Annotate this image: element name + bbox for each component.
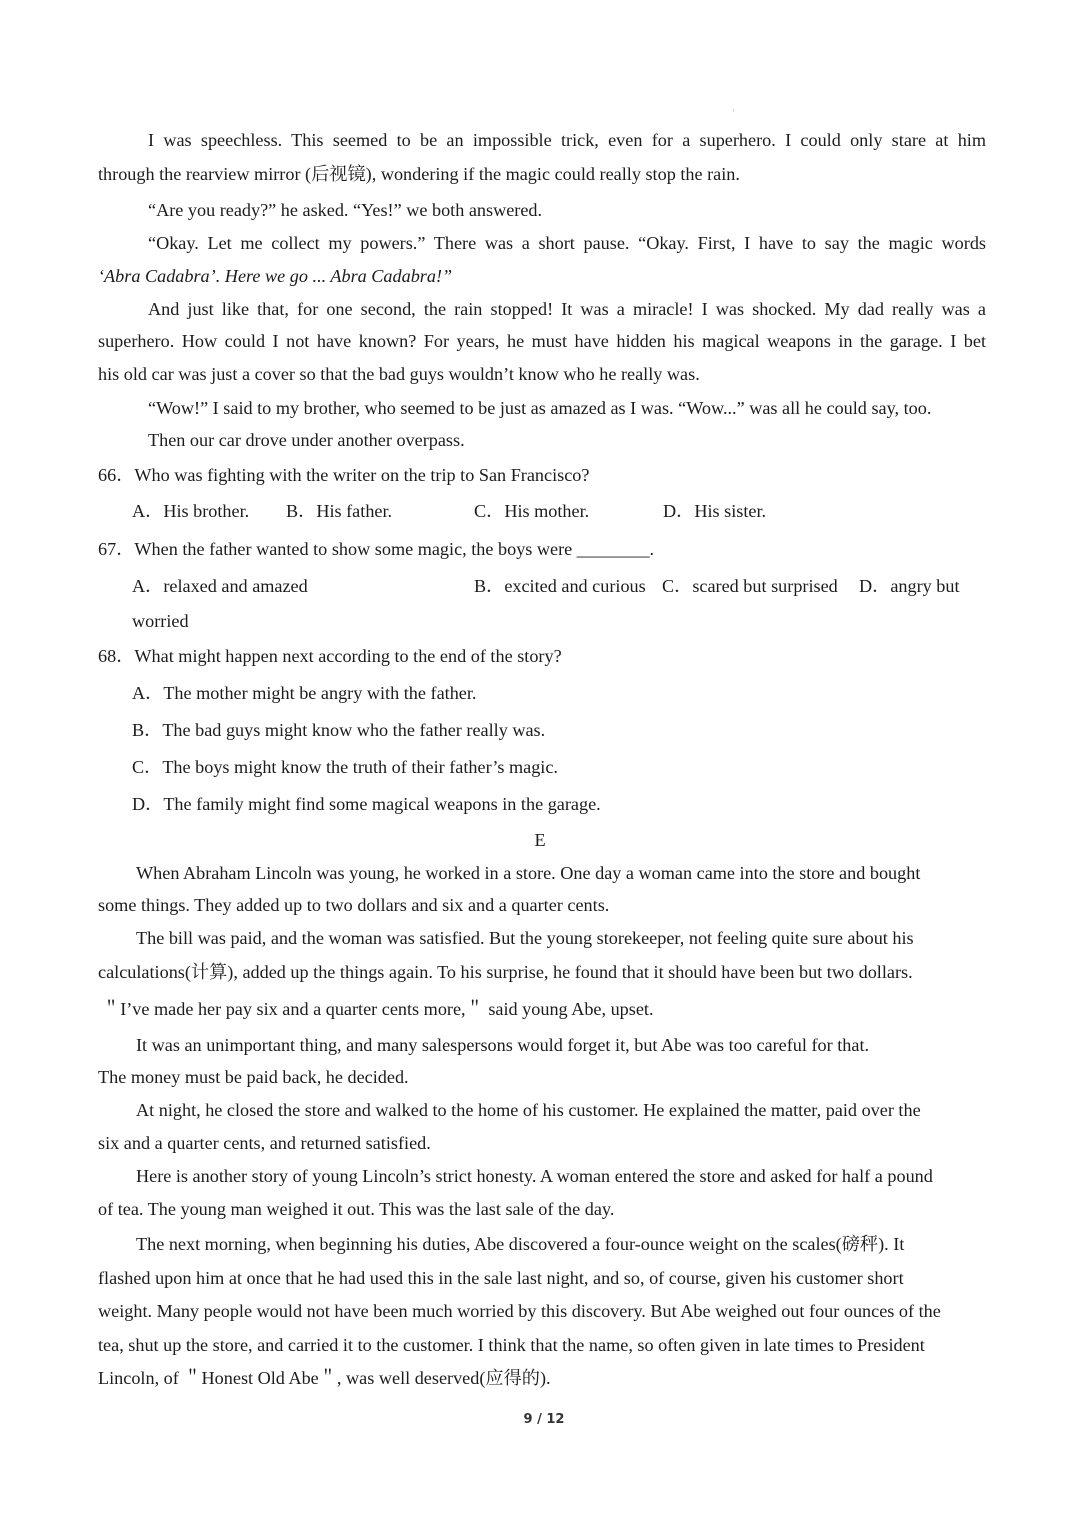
question-66-option-a: A．His brother. [132, 501, 250, 521]
passage-e-line: Here is another story of young Lincoln’s strict honesty. A woman entered the store and asked for half a pound [136, 1166, 933, 1186]
passage-e-line: The money must be paid back, he decided. [98, 1067, 409, 1087]
story-paragraph-line: I was speechless. This seemed to be an impossible trick, even for a superhero. I could only stare at him [148, 130, 986, 150]
question-67-option-d-continued: worried [132, 611, 189, 631]
question-67-stem: 67．When the father wanted to show some magic, the boys were ________. [98, 539, 655, 559]
question-67-option-c: C．scared but surprised [662, 576, 838, 596]
page-number: 9 / 12 [523, 1412, 565, 1427]
story-paragraph-line: “Okay. Let me collect my powers.” There was a short pause. “Okay. First, I have to say the magic words [148, 233, 986, 253]
stray-mark: ' [733, 108, 735, 117]
passage-e-line: When Abraham Lincoln was young, he worked in a store. One day a woman came into the store and bought [136, 863, 921, 883]
story-paragraph-line: ‘Abra Cadabra’. Here we go ... Abra Cadabra!” [98, 266, 453, 286]
story-paragraph-line: his old car was just a cover so that the bad guys wouldn’t know who he really was. [98, 364, 700, 384]
section-e-title: E [534, 830, 546, 850]
passage-e-line: The next morning, when beginning his duties, Abe discovered a four-ounce weight on the scales(磅秤). It [136, 1234, 905, 1254]
question-66-option-b: B．His father. [286, 501, 393, 521]
story-paragraph-line: “Wow!” I said to my brother, who seemed to be just as amazed as I was. “Wow...” was all he could say, too. [148, 398, 932, 418]
story-paragraph-line: Then our car drove under another overpass. [148, 430, 465, 450]
question-67-option-d: D．angry but [859, 576, 960, 596]
passage-e-line: ＂I’ve made her pay six and a quarter cents more,＂ said young Abe, upset. [102, 999, 654, 1019]
question-68-option-b: B．The bad guys might know who the father really was. [132, 720, 546, 740]
question-67-option-b: B．excited and curious [474, 576, 646, 596]
question-68-stem: 68．What might happen next according to the end of the story? [98, 646, 562, 666]
question-67-option-a: A．relaxed and amazed [132, 576, 308, 596]
passage-e-line: flashed upon him at once that he had used this in the sale last night, and so, of course, given his customer short [98, 1268, 904, 1288]
question-68-option-d: D．The family might find some magical weapons in the garage. [132, 794, 601, 814]
passage-e-line: It was an unimportant thing, and many salespersons would forget it, but Abe was too careful for that. [136, 1035, 870, 1055]
question-66-option-c: C．His mother. [474, 501, 590, 521]
passage-e-line: weight. Many people would not have been much worried by this discovery. But Abe weighed out four ounces of the [98, 1301, 941, 1321]
passage-e-line: some things. They added up to two dollars and six and a quarter cents. [98, 895, 610, 915]
story-paragraph-line: superhero. How could I not have known? For years, he must have hidden his magical weapons in the garage. I bet [98, 331, 986, 351]
passage-e-line: tea, shut up the store, and carried it to the customer. I think that the name, so often given in late times to President [98, 1335, 925, 1355]
passage-e-line: Lincoln, of ＂Honest Old Abe＂, was well deserved(应得的). [98, 1368, 551, 1388]
question-68-option-c: C．The boys might know the truth of their father’s magic. [132, 757, 558, 777]
passage-e-line: of tea. The young man weighed it out. This was the last sale of the day. [98, 1199, 615, 1219]
question-66-stem: 66．Who was fighting with the writer on the trip to San Francisco? [98, 465, 590, 485]
question-66-option-d: D．His sister. [663, 501, 767, 521]
passage-e-line: At night, he closed the store and walked to the home of his customer. He explained the matter, paid over the [136, 1100, 921, 1120]
passage-e-line: The bill was paid, and the woman was satisfied. But the young storekeeper, not feeling quite sure about his [136, 928, 914, 948]
question-68-option-a: A．The mother might be angry with the father. [132, 683, 477, 703]
story-paragraph-line: And just like that, for one second, the rain stopped! It was a miracle! I was shocked. My dad really was a [148, 299, 986, 319]
passage-e-line: six and a quarter cents, and returned satisfied. [98, 1133, 431, 1153]
passage-e-line: calculations(计算), added up the things again. To his surprise, he found that it should have been but two dollars. [98, 962, 913, 982]
story-paragraph-line: “Are you ready?” he asked. “Yes!” we both answered. [148, 200, 543, 220]
story-paragraph-line: through the rearview mirror (后视镜), wondering if the magic could really stop the rain. [98, 164, 740, 184]
